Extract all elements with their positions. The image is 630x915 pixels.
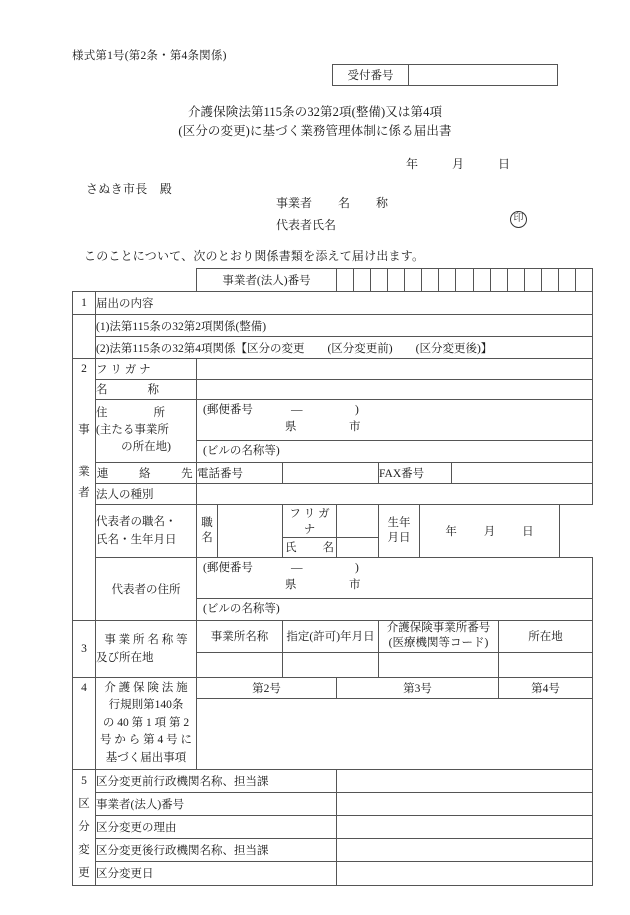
section2-address-label: [96, 399, 197, 462]
document-title-line1: 介護保険法第115条の32第2項(整備)又は第4項: [187, 105, 443, 119]
form-code: 様式第1号(第2条・第4条関係): [72, 50, 227, 62]
section4-title-line1: 介 護 保 険 法 施: [104, 681, 188, 694]
rep-building-name-line[interactable]: (ビルの名称等): [197, 598, 592, 620]
section4-number: 4: [73, 677, 96, 769]
contact-label: 連 絡 先: [96, 462, 197, 483]
section5-row-3: [73, 816, 593, 839]
section4-col-1: 第2号: [197, 677, 337, 698]
corp-number-cells[interactable]: [337, 269, 592, 291]
section4-title-line4: 号 か ら 第 4 号 に: [100, 734, 192, 746]
address-label-line1: 住 所: [96, 407, 165, 419]
section2-furigana-label: フ リ ガ ナ: [96, 359, 197, 380]
corp-number-cell[interactable]: [422, 269, 439, 291]
rep-city-label: 市: [349, 578, 361, 591]
section5-vertical-label-4: 更: [73, 862, 96, 886]
lead-text: このことについて、次のとおり関係書類を添えて届け出ます。: [84, 249, 425, 263]
section2-address-fields[interactable]: [197, 399, 593, 462]
receipt-number-label: 受付番号: [333, 65, 409, 85]
building-name-line[interactable]: (ビルの名称等): [197, 440, 592, 462]
tel-field[interactable]: [283, 462, 379, 483]
corp-number-cell[interactable]: [388, 269, 405, 291]
corp-type-label: 法人の種別: [96, 483, 197, 504]
section4-title-line2: 行規則第140条: [108, 699, 184, 711]
corp-number-cell[interactable]: [491, 269, 508, 291]
section4-title-line3: の 40 第 1 項 第 2: [102, 716, 190, 729]
section3-col-insurance-no: [379, 620, 499, 652]
birthdate-label-line2: 月日: [387, 531, 411, 544]
post-title-label: [197, 504, 218, 557]
representative-label-line1: 代表者の職名・: [96, 515, 177, 528]
date-day-label: 日: [497, 157, 510, 171]
birthdate-field[interactable]: [420, 504, 560, 557]
section3-col-insurance-no-line1: 介護保険事業所番号: [386, 622, 491, 634]
corp-number-cell[interactable]: [508, 269, 525, 291]
section4-header-row: [73, 677, 593, 698]
section5-row4-field[interactable]: [337, 839, 593, 862]
corp-number-label: 事業者(法人)番号: [197, 269, 337, 292]
section2-number: 2: [73, 359, 96, 380]
section2-rep-address-row: [73, 557, 593, 620]
document-title-line2: (区分の変更)に基づく業務管理体制に係る届出書: [178, 124, 452, 138]
rep-address-zip-line[interactable]: [197, 558, 592, 598]
representative-furigana-label: フ リ ガ ナ: [283, 504, 337, 537]
section2-vertical-spacer: [73, 379, 96, 399]
prefecture-label: 県: [285, 420, 297, 433]
city-label: 市: [349, 420, 361, 433]
corp-number-cell[interactable]: [405, 269, 422, 291]
fax-label: FAX番号: [379, 462, 452, 483]
section1-title-row: [73, 292, 593, 315]
corp-number-cell[interactable]: [542, 269, 559, 291]
section1-title: 届出の内容: [96, 292, 593, 315]
section2-vertical-label-1: 事: [73, 399, 96, 462]
section1-item2[interactable]: (2)法第115条の32第4項関係【区分の変更 (区分変更前) (区分変更後)】: [96, 337, 593, 359]
section2-vertical-spacer-2: [73, 504, 96, 557]
section3-col-insurance-no-line2: (医療機関等コード): [388, 637, 489, 649]
representative-label: [96, 504, 197, 557]
section1-spacer: [73, 337, 96, 359]
corp-number-cell[interactable]: [474, 269, 491, 291]
section5-row5-label: 区分変更日: [96, 862, 337, 886]
section5-row1-field[interactable]: [337, 769, 593, 793]
section2-address-row: [73, 399, 593, 462]
address-label-line3: の所在地): [121, 441, 171, 453]
date-year-label: 年: [405, 157, 418, 171]
applicant-name-row: [276, 192, 396, 214]
section3-title: [96, 620, 197, 677]
section2-vertical-spacer-3: [73, 557, 96, 620]
corp-number-grid[interactable]: [337, 269, 593, 292]
rep-prefecture-label: 県: [285, 578, 297, 591]
section5-row2-label: 事業者(法人)番号: [96, 793, 337, 816]
addressee: さぬき市長 殿: [86, 182, 173, 196]
zip-dash: —: [291, 403, 303, 416]
corp-number-cell[interactable]: [525, 269, 542, 291]
tel-label: 電話番号: [197, 462, 283, 483]
birthdate-label: [379, 504, 420, 557]
section3-col-designation-date: 指定(許可)年月日: [283, 620, 379, 652]
representative-furigana-field[interactable]: [337, 504, 379, 537]
section5-vertical-label-1: 区: [73, 793, 96, 816]
section2-corptype-row: [73, 483, 593, 504]
submission-date-line: [0, 155, 558, 172]
section5-row-1: [73, 769, 593, 793]
representative-address-fields[interactable]: [197, 557, 593, 620]
address-zip-line[interactable]: [197, 400, 592, 440]
section2-contact-row: [73, 462, 593, 483]
section3-insurance-no-field[interactable]: [379, 652, 499, 677]
corp-number-row: [73, 269, 593, 292]
section4-title: [96, 677, 197, 769]
section1-item1[interactable]: (1)法第115条の32第2項関係(整備): [96, 315, 593, 337]
section5-row1-label: 区分変更前行政機関名称、担当課: [96, 769, 337, 793]
section2-representative-row-1: [73, 504, 593, 537]
birthdate-label-line1: 生年: [387, 516, 411, 529]
section2-furigana-field[interactable]: [197, 359, 593, 380]
post-title-label-line1: 職: [201, 516, 213, 529]
section5-row5-field[interactable]: [337, 862, 593, 886]
representative-name-label-cell: 氏 名: [283, 537, 337, 557]
section5-row4-label: 区分変更後行政機関名称、担当課: [96, 839, 337, 862]
representative-label-line2: 氏名・生年月日: [96, 533, 177, 546]
fax-field[interactable]: [452, 462, 593, 483]
section2-vertical-label-2: 業: [73, 462, 96, 483]
section5-row3-label: 区分変更の理由: [96, 816, 337, 839]
section3-title-line1: 事 業 所 名 称 等: [104, 633, 188, 646]
document-title: [0, 103, 630, 141]
representative-name-row: [276, 214, 396, 236]
date-month-label: 月: [451, 157, 464, 171]
section1-item2-row: [73, 337, 593, 359]
applicant-name-label: 事業者 名 称: [276, 196, 389, 210]
corp-type-field[interactable]: [197, 483, 593, 504]
representative-address-label: 代表者の住所: [96, 557, 197, 620]
receipt-number-box: [332, 64, 558, 86]
seal-icon: 印: [510, 211, 527, 228]
representative-name-field[interactable]: [337, 537, 379, 557]
section1-spacer: [73, 315, 96, 337]
section3-designation-date-field[interactable]: [283, 652, 379, 677]
section3-title-line2: 及び所在地: [96, 651, 154, 664]
section5-corp-number-grid[interactable]: [337, 793, 593, 816]
rep-zip-label: (郵便番号: [203, 561, 253, 574]
representative-name-label: 代表者氏名: [276, 218, 337, 232]
corp-number-cell[interactable]: [354, 269, 371, 291]
section5-row-4: [73, 839, 593, 862]
section4-col-3: 第4号: [499, 677, 593, 698]
section5-row-5: [73, 862, 593, 886]
birth-month-label: 月: [483, 525, 496, 538]
section3-col-location: 所在地: [499, 620, 593, 652]
main-form-table: [72, 268, 593, 886]
zip-label: (郵便番号: [203, 403, 253, 416]
corp-number-cell[interactable]: [559, 269, 576, 291]
birthdate-parts: [420, 523, 559, 539]
rep-zip-close-paren: ): [355, 561, 359, 574]
section4-col-2: 第3号: [337, 677, 499, 698]
corp-number-cell[interactable]: [439, 269, 456, 291]
corp-number-cell[interactable]: [371, 269, 388, 291]
section2-vertical-label-3: 者: [73, 483, 96, 504]
address-label-line2: (主たる事業所: [96, 424, 169, 436]
corp-number-cell[interactable]: [576, 269, 592, 291]
section5-vertical-label-3: 変: [73, 839, 96, 862]
section5-row-2: [73, 793, 593, 816]
spacer-cell: [96, 269, 197, 292]
section5-vertical-label-2: 分: [73, 816, 96, 839]
spacer-cell: [73, 269, 96, 292]
section2-name-label: 名 称: [96, 379, 197, 399]
section4-content-field[interactable]: [197, 698, 593, 769]
applicant-block: [276, 192, 396, 236]
corp-number-cell[interactable]: [456, 269, 473, 291]
post-title-field[interactable]: [218, 504, 283, 557]
section5-row3-field[interactable]: [337, 816, 593, 839]
section1-number: 1: [73, 292, 96, 315]
section3-col-office-name: 事業所名称: [197, 620, 283, 652]
section5-number: 5: [73, 769, 96, 793]
post-title-label-line2: 名: [201, 531, 213, 544]
birth-year-label: 年: [445, 525, 457, 538]
section2-name-field[interactable]: [197, 379, 593, 399]
section3-location-field[interactable]: [499, 652, 593, 677]
section3-number: 3: [73, 620, 96, 677]
birth-day-label: 日: [522, 525, 534, 538]
section4-title-line5: 基づく届出事項: [105, 751, 187, 764]
section3-header-row: [73, 620, 593, 652]
corp-number-cell[interactable]: [337, 269, 354, 291]
section1-item1-row: [73, 315, 593, 337]
rep-zip-dash: —: [291, 561, 303, 574]
section2-name-row: [73, 379, 593, 399]
receipt-number-field[interactable]: [409, 65, 557, 85]
zip-close-paren: ): [355, 403, 359, 416]
section2-furigana-row: [73, 359, 593, 380]
section3-office-name-field[interactable]: [197, 652, 283, 677]
